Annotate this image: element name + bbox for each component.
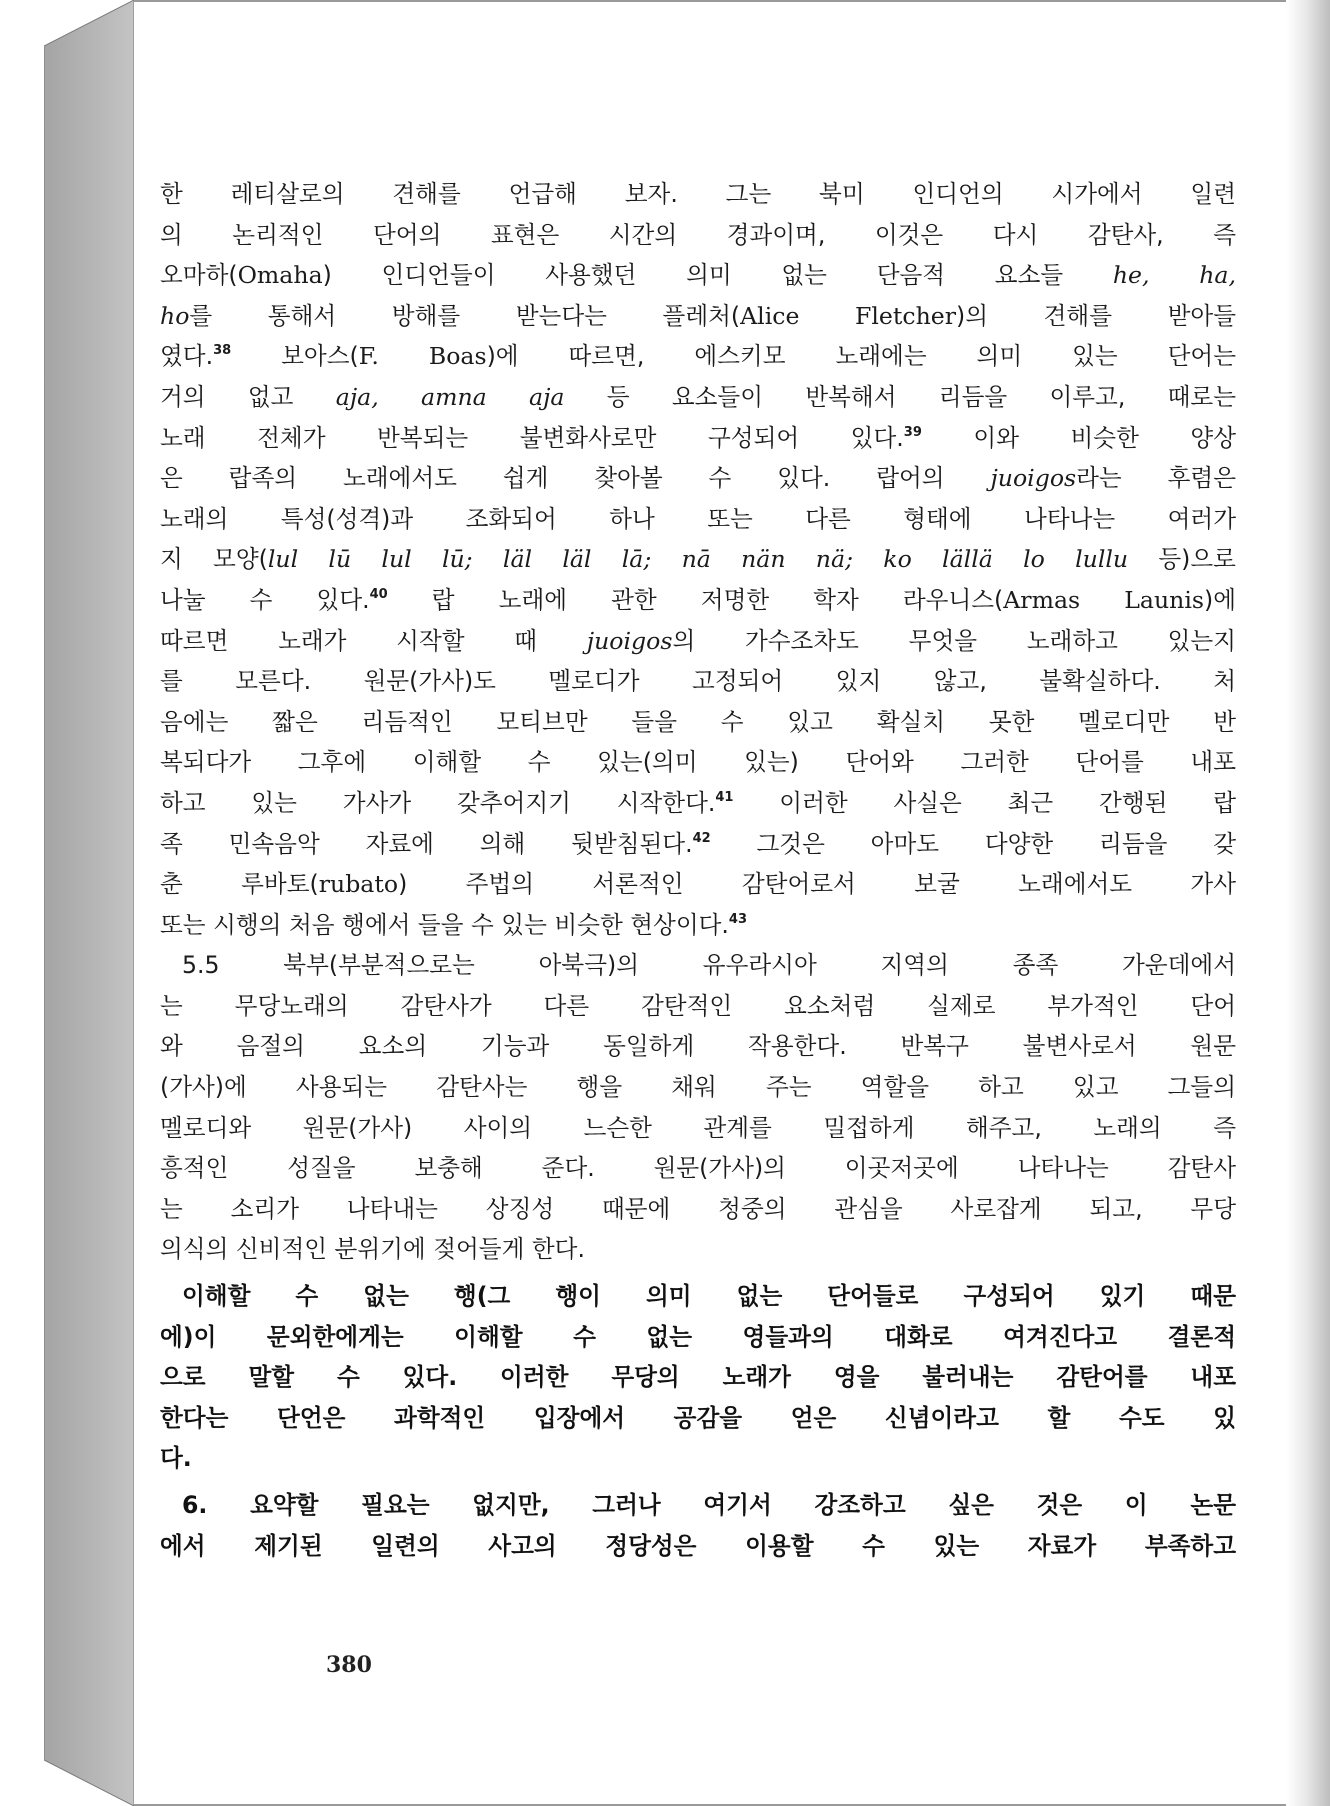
- paragraph-1-line-5: 였다.$^{38}$ 보아스(F. Boas)에 따르면, 에스키모 노래에는 의미 있는 단어는: [160, 342, 1236, 371]
- footnote-41: 41: [715, 789, 734, 805]
- paragraph-1-line-1: 한 레티살로의 견해를 언급해 보자. 그는 북미 인디언의 시가에서 일련: [160, 180, 1236, 208]
- paragraph-2-line-7: 는 소리가 나타내는 상징성 때문에 청중의 관심을 사로잡게 되고, 무당: [160, 1194, 1236, 1223]
- paragraph-2-line-4: (가사)에 사용되는 감탄사는 행을 채워 주는 역할을 하고 있고 그들의: [160, 1073, 1236, 1102]
- paragraph-2-line-3: 와 음절의 요소의 기능과 동일하게 작용한다. 반복구 불변사로서 원문: [160, 1032, 1236, 1061]
- paragraph-3-line-3: 으로 말할 수 있다. 이러한 무당의 노래가 영을 불러내는 감탄어를 내포: [160, 1363, 1236, 1392]
- body-text: [160, 174, 1236, 1566]
- paragraph-4-line-1: 6. 요약할 필요는 없지만, 그러나 여기서 강조하고 싶은 것은 이 논문: [182, 1491, 1236, 1519]
- footnote-39: 39: [903, 424, 922, 440]
- footnote-42: 42: [692, 830, 711, 846]
- paragraph-2-line-1: 5.5 북부(부분적으로는 아북극)의 유우라시아 지역의 종족 가운데에서: [182, 951, 1236, 980]
- paragraph-1-line-9: 노래의 특성(성격)과 조화되어 하나 또는 다른 형태에 나타나는 여러가: [160, 504, 1236, 533]
- paragraph-1-line-6: 거의 없고 aja, amna aja 등 요소들이 반복해서 리듬을 이루고, 때로는: [160, 382, 1236, 411]
- paragraph-3-line-4: 한다는 단언은 과학적인 입장에서 공감을 얻은 신념이라고 할 수도 있: [160, 1403, 1236, 1432]
- paragraph-1-line-17: 족 민속음악 자료에 의해 뒷받침된다.$^{42}$ 그것은 아마도 다양한 리듬을 갖: [160, 829, 1236, 858]
- footnote-38: 38: [213, 343, 232, 359]
- paragraph-1-line-16: 하고 있는 가사가 갖추어지기 시작한다.$^{41}$ 이러한 사실은 최근 간행된 랍: [160, 788, 1237, 817]
- paragraph-1-line-11: 나눌 수 있다.$^{40}$ 랍 노래에 관한 저명한 학자 라우니스(Armas Launis)에: [160, 585, 1236, 614]
- footnote-43: 43: [728, 911, 748, 927]
- paragraph-2-line-8: 의식의 신비적인 분위기에 젖어들게 한다.: [160, 1235, 585, 1264]
- paragraph-1-line-19: 또는 시행의 처음 행에서 들을 수 있는 비슷한 현상이다.$^{43}$: [160, 910, 748, 939]
- paragraph-1-line-13: 를 모른다. 원문(가사)도 멜로디가 고정되어 있지 않고, 불확실하다. 처: [160, 667, 1236, 696]
- paragraph-1-line-8: 은 랍족의 노래에서도 쉽게 찾아볼 수 있다. 랍어의 juoigos라는 후렴은: [160, 464, 1236, 493]
- page-number: 380: [326, 1652, 372, 1678]
- footnote-40: 40: [369, 586, 388, 602]
- paragraph-2-line-6: 흥적인 성질을 보충해 준다. 원문(가사)의 이곳저곳에 나타나는 감탄사: [160, 1154, 1236, 1183]
- paragraph-1-line-14: 음에는 짧은 리듬적인 모티브만 들을 수 있고 확실치 못한 멜로디만 반: [160, 707, 1236, 736]
- paragraph-1-line-10: 지 모양(lul lū lul lū; läl läl lā; nā nän nä; ko lällä lo lullu 등)으로: [160, 545, 1236, 574]
- paragraph-2-line-5: 멜로디와 원문(가사) 사이의 느슨한 관계를 밀접하게 해주고, 노래의 즉: [160, 1113, 1236, 1142]
- book-edge-shape: [44, 0, 134, 1806]
- book-edge: [44, 0, 134, 1806]
- paragraph-4-line-2: 에서 제기된 일련의 사고의 정당성은 이용할 수 있는 자료가 부족하고: [160, 1531, 1236, 1560]
- paragraph-1-line-18: 춘 루바토(rubato) 주법의 서론적인 감탄어로서 보굴 노래에서도 가사: [160, 870, 1237, 899]
- paragraph-1-line-12: 따르면 노래가 시작할 때 juoigos의 가수조차도 무엇을 노래하고 있는지: [160, 626, 1236, 655]
- paragraph-3-line-1: 이해할 수 없는 행(그 행이 의미 없는 단어들로 구성되어 있기 때문: [182, 1282, 1236, 1311]
- paragraph-1-line-3: 오마하(Omaha) 인디언들이 사용했던 의미 없는 단음적 요소들 he, ha,: [160, 261, 1236, 290]
- paragraph-3-line-5: 다.: [160, 1444, 192, 1473]
- paragraph-1-line-4: ho를 통해서 방해를 받는다는 플레처(Alice Fletcher)의 견해를 받아들: [160, 301, 1236, 330]
- paragraph-2-line-2: 는 무당노래의 감탄사가 다른 감탄적인 요소처럼 실제로 부가적인 단어: [160, 991, 1236, 1020]
- paragraph-1-line-15: 복되다가 그후에 이해할 수 있는(의미 있는) 단어와 그러한 단어를 내포: [160, 748, 1236, 777]
- page-shadow: [1286, 0, 1330, 1806]
- paragraph-1-line-2: 의 논리적인 단어의 표현은 시간의 경과이며, 이것은 다시 감탄사, 즉: [160, 220, 1236, 249]
- paragraph-1-line-7: 노래 전체가 반복되는 불변화사로만 구성되어 있다.$^{39}$ 이와 비슷한 양상: [160, 423, 1237, 452]
- paragraph-3-line-2: 에)이 문외한에게는 이해할 수 없는 영들과의 대화로 여겨진다고 결론적: [160, 1322, 1236, 1351]
